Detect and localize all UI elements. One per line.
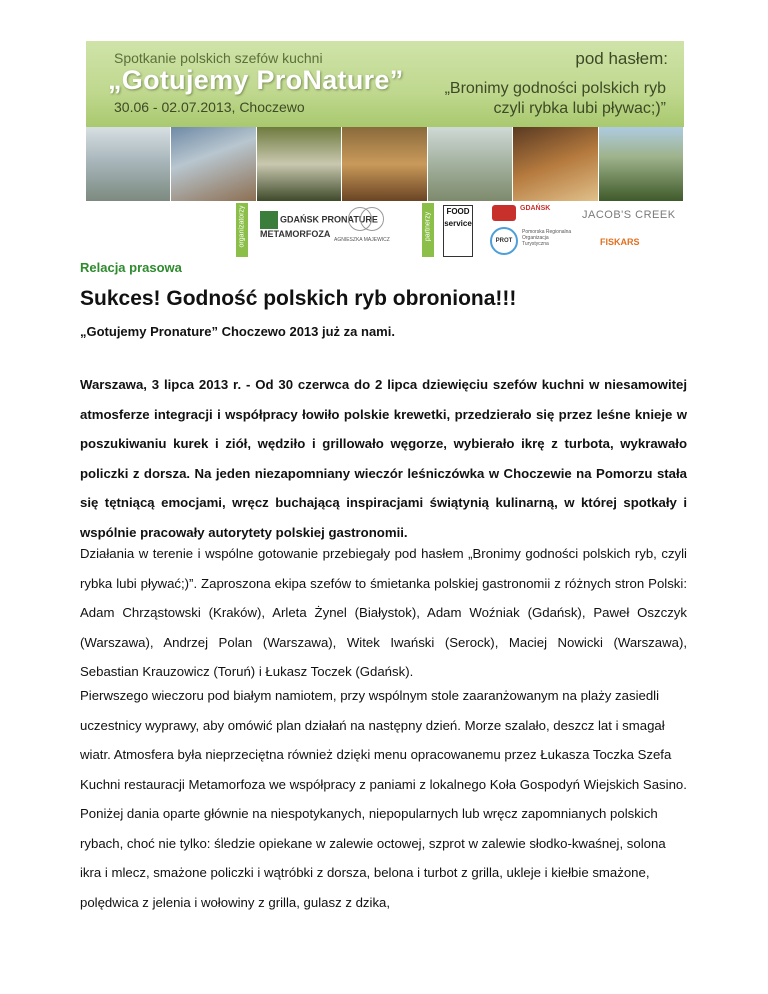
press-release-label: Relacja prasowa [80, 260, 182, 275]
photo-fish-on-table [257, 127, 342, 201]
lead-paragraph: Warszawa, 3 lipca 2013 r. - Od 30 czerwca do 2 lipca dziewięciu szefów kuchni w niesamowitej atmosferze integracji i współpracy łowiło polskie krewetki, przedzierało się przez leśne knieje w poszukiwaniu kurek i ziół, wędziło i grillowało węgorze, wybierało ikrę z turbota, wykrawało policzki z dorsza. Na jeden niezapomniany wieczór leśniczówka w Choczewie na Pomorzu stała się tętniącą emocjami, wręcz buchającą inspiracjami świątynią kulinarną, w której spotkały i wspólnie pracowały autorytety polskiej gastronomii. [80, 377, 687, 540]
paragraph-first-evening: Pierwszego wieczoru pod białym namiotem, przy wspólnym stole zaaranżowanym na plaży zasiedli uczestnicy wyprawy, aby omówić plan działań na następny dzień. Morze szalało, deszcz lat i smagał wiatr. Atmosfera była nieprzeciętna również dzięki menu opracowanemu przez Łukasza Toczka Szefa Kuchni restauracji Metamorfoza we współpracy z paniami z lokalnego Koła Gospodyń Wiejskich Sasino. Poniżej dania oparte głównie na niespotykanych, niepopularnych lub wręcz zapomnianych polskich rybach, choć nie tylko: śledzie opiekane w zalewie octowej, szprot w zalewie słodko-kwaśnej, solona ikra i mlecz, smażone policzki i wątróbki z dorsza, belona i turbot z grilla, ukleje i kiełbie smażone, polędwica z jelenia i wołowiny z grilla, gulasz z dzika, [80, 688, 687, 910]
photo-fish-market [171, 127, 256, 201]
photo-smoked-fish [342, 127, 427, 201]
food-service-logo: FOOD service [443, 205, 473, 257]
organizers-label: organizatorzy [238, 205, 246, 248]
prot-logo-text: Pomorska Regionalna Organizacja Turystyczna [522, 229, 572, 247]
partners-label-box [422, 203, 434, 257]
metamorfoza-text: METAMORFOZA [260, 229, 331, 239]
banner-motto-label: pod hasłem: [575, 49, 668, 68]
agency-rings-logo [348, 207, 382, 233]
document-title: Sukces! Godność polskich ryb obroniona!!! [80, 287, 517, 310]
photo-seafood-plate [513, 127, 598, 201]
gdansk-pronature-text: GDAŃSK PRONATURE [280, 214, 378, 225]
paragraph-chefs: Działania w terenie i wspólne gotowanie przebiegały pod hasłem „Bronimy godności polskich ryb, czyli rybka lubi pływać;)”. Zaproszona ekipa szefów to śmietanka polskiej gastronomii z różnych stron Polski: Adam Chrząstowski (Kraków), Arleta Żynel (Białystok), Adam Woźniak (Gdańsk), Paweł Oszczyk (Warszawa), Andrzej Polan (Warszawa), Witek Iwański (Serock), Maciej Nowicki (Warszawa), Sebastian Krauzowicz (Toruń) i Łukasz Toczek (Gdańsk). [80, 546, 687, 679]
banner-header [86, 41, 684, 127]
agency-logo-text: AGNIESZKA MAJEWICZ [334, 237, 390, 243]
fiskars-logo: FISKARS [600, 237, 640, 247]
gdansk-city-logo: GDAŃSK [520, 205, 551, 212]
gdansk-pronature-icon [260, 211, 278, 229]
partners-label: partnerzy [424, 211, 432, 242]
banner-photo-strip [86, 127, 684, 201]
photo-fish-dish [428, 127, 513, 201]
photo-fishermen [86, 127, 171, 201]
banner-line1: Spotkanie polskich szefów kuchni [114, 50, 323, 66]
banner-dates: 30.06 - 02.07.2013, Choczewo [114, 99, 305, 115]
sponsor-logos [86, 201, 684, 259]
gdansk-crest-icon [492, 205, 516, 221]
prot-logo: PROT [490, 227, 518, 255]
banner-motto-line1: „Bronimy godności polskich ryb [444, 80, 666, 97]
event-banner [86, 41, 684, 259]
organizers-label-box [236, 203, 248, 257]
photo-house [599, 127, 684, 201]
banner-event-name: „Gotujemy ProNature” [108, 65, 404, 95]
banner-motto-line2: czyli rybka lubi pływac;)” [493, 100, 666, 117]
document-subtitle: „Gotujemy Pronature” Choczewo 2013 już za nami. [80, 324, 395, 339]
jacobs-creek-logo: JACOB'S CREEK [582, 209, 676, 221]
banner-motto [445, 79, 666, 119]
